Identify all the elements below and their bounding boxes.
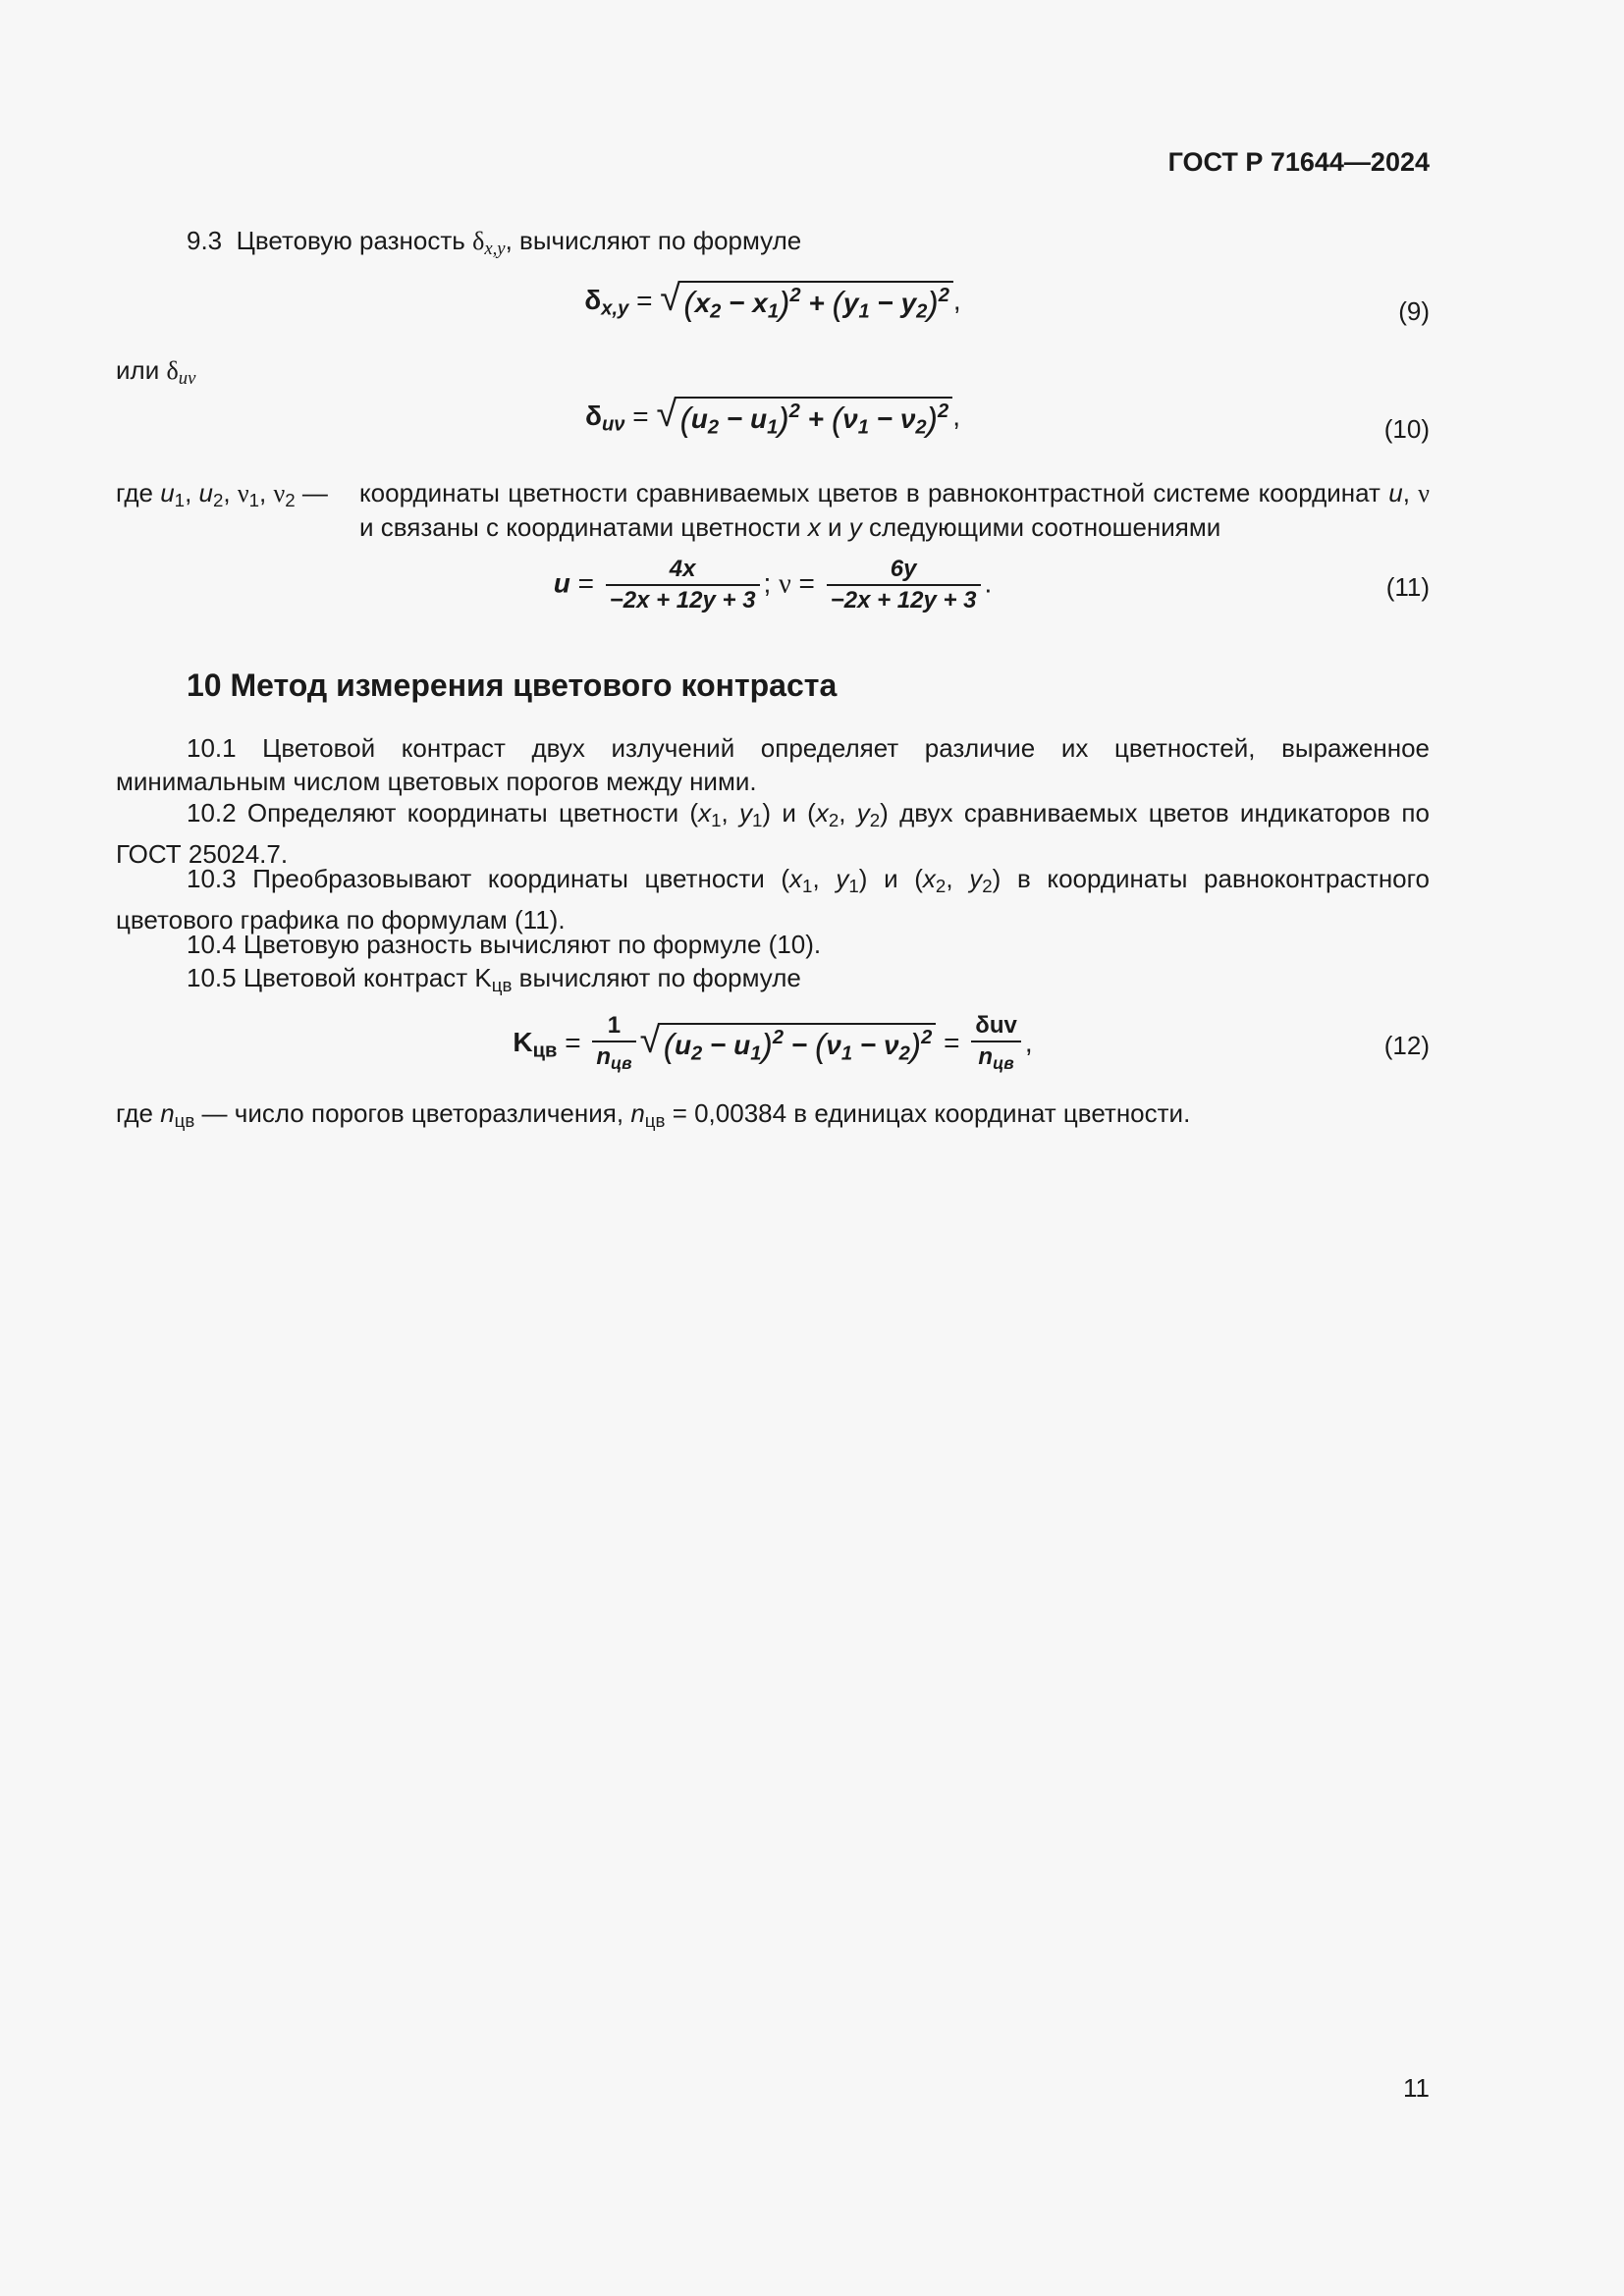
eq11-u-numerator: 4x xyxy=(606,555,760,586)
eq11-v-numerator: 6y xyxy=(827,555,981,586)
or-line xyxy=(116,353,1430,396)
equation-9-formula: $\delta_{x,y}$ = √ $(x_2 - x_1)^2 + (y_1 - y_2)^2$ , xyxy=(584,278,961,324)
document-code: ГОСТ Р 71644—2024 xyxy=(1167,147,1430,177)
equation-9-number: (9) xyxy=(1398,296,1430,326)
paragraph-10-4: 10.4 Цветовую разность вычисляют по формуле (10). xyxy=(187,930,822,959)
equation-12-number: (12) xyxy=(1383,1031,1430,1060)
paragraph-9-3 xyxy=(116,224,1430,266)
delta-symbol: $\delta_{x,y}$ xyxy=(472,227,506,260)
eq12-frac1-numerator: 1 xyxy=(592,1011,635,1042)
paragraph-10-1: 10.1 Цветовой контраст двух излучений определяет различие их цветностей, выраженное минимальным числом цветовых порогов между ними. xyxy=(116,733,1430,796)
page-number: 11 xyxy=(1403,2073,1430,2103)
equation-10-formula: $\delta_{u\nu}$ = √ $(u_2 - u_1)^2 + (\nu_1 - \nu_2)^2$ , xyxy=(585,394,960,440)
paragraph-tail: , вычисляют по формуле xyxy=(505,226,802,255)
where-description: координаты цветности сравниваемых цветов в равноконтрастной системе координат u, ν и связаны с координатами цветности x и y следующими соотношениями xyxy=(359,478,1430,542)
paragraph-text: Цветовую разность xyxy=(236,226,465,255)
equation-11-number: (11) xyxy=(1385,572,1430,602)
paragraph-10-3: 10.3 Преобразовывают координаты цветности ($x_1$, $y_1$) и ($x_2$, $y_2$) в координаты равноконтрастного цветового графика по формулам (11). xyxy=(116,864,1431,935)
equation-9 xyxy=(116,278,1430,349)
equation-10 xyxy=(116,394,1430,465)
or-text: или xyxy=(116,355,160,385)
equation-12 xyxy=(116,1011,1430,1080)
where-label: где $u_1$, $u_2$, $\nu_1$, $\nu_2$ — xyxy=(116,478,328,511)
eq11-v-denominator: −2x + 12y + 3 xyxy=(830,587,977,614)
section-10-heading: 10 Метод измерения цветового контраста xyxy=(187,667,838,703)
equation-10-number: (10) xyxy=(1383,414,1430,444)
paragraph-number: 9.3 xyxy=(187,226,223,255)
paragraph-10-2: 10.2 Определяют координаты цветности ($x_1$, $y_1$) и ($x_2$, $y_2$) двух сравниваемых цветов индикаторов по ГОСТ 25024.7. xyxy=(116,798,1430,870)
eq11-u-denominator: −2x + 12y + 3 xyxy=(609,587,756,614)
equation-12-formula: $K_{цв}$ = $\frac{1}{n_{цв}}$ √ $(u_2 - u_1)^2 - (\nu_1 - \nu_2)^2$ = $\frac{\text{δuv}}{n_{цв}}$ , xyxy=(513,1012,1033,1073)
where-block-coordinates xyxy=(116,476,1430,544)
equation-11-formula: u = $\frac{4x}{-2x + 12y + 3}$ ; ν = $\frac{6y}{-2x + 12y + 3}$ . xyxy=(553,556,993,614)
delta-uv-symbol: $\delta_{u\nu}$ xyxy=(166,356,196,390)
paragraph-10-5: 10.5 Цветовой контраст $K_{цв}$ вычисляют по формуле xyxy=(187,963,801,996)
equation-11 xyxy=(116,555,1430,623)
eq12-frac2-numerator: δuv xyxy=(971,1011,1021,1042)
where-n-definition: где $n_{цв}$ — число порогов цветоразличения, $n_{цв} = 0,00384$ в единицах координат цветности. xyxy=(116,1098,1191,1132)
